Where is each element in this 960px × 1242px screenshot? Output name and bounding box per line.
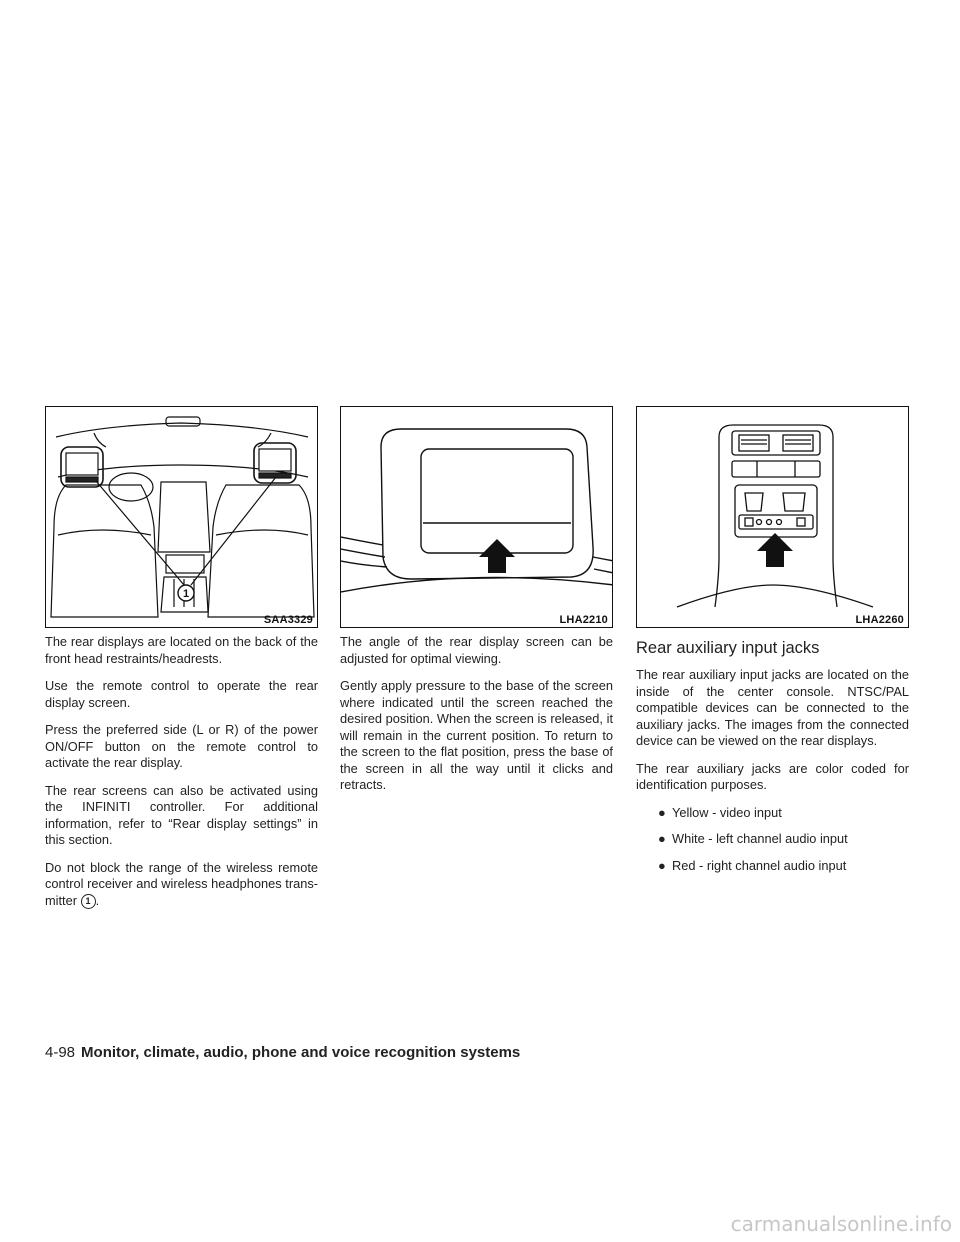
aux-jacks-illustration xyxy=(637,407,909,628)
list-item xyxy=(658,805,909,822)
list-item-label: White - left channel audio input xyxy=(672,831,848,846)
figure-code: LHA2210 xyxy=(559,614,608,626)
column-3-text xyxy=(636,639,909,874)
section-title: Rear auxiliary input jacks xyxy=(636,639,820,657)
callout-1-label xyxy=(46,407,318,628)
column-3 xyxy=(636,406,909,884)
bullet-icon: ● xyxy=(658,804,666,820)
paragraph: The rear auxiliary input jacks are located on the inside of the center console. NTSC/PAL compatible devices can be connected to the auxiliary jacks. The images from the connected device can be viewed on the rear displays. xyxy=(636,667,909,748)
figure-screen-adjust xyxy=(340,406,613,628)
svg-text:1: 1 xyxy=(182,588,190,600)
list-item xyxy=(658,831,909,848)
bullet-icon: ● xyxy=(658,831,666,846)
paragraph-end: . xyxy=(95,892,100,908)
list-item xyxy=(658,858,909,875)
column-1 xyxy=(45,406,318,920)
list-item-label: Yellow - video input xyxy=(672,804,782,820)
chapter-title: Monitor, climate, audio, phone and voice recognition systems xyxy=(81,1044,521,1061)
figure-code: SAA3329 xyxy=(263,614,313,626)
jack-color-list xyxy=(636,805,909,875)
figure-code: LHA2260 xyxy=(855,614,904,626)
page-number: 4-98 xyxy=(45,1044,76,1061)
list-item-label: Red - right channel audio input xyxy=(672,857,847,873)
paragraph xyxy=(45,860,318,910)
callout-1-marker: 1 xyxy=(81,894,96,909)
column-2 xyxy=(340,406,613,805)
bullet-icon: ● xyxy=(658,857,666,873)
figure-aux-jacks xyxy=(636,406,909,628)
figure-rear-displays xyxy=(45,406,318,628)
paragraph: Gently apply pressure to the base of the screen where indicated until the screen reached the desired position. When the screen is released, it will remain in the current position. To return to the screen to the flat position, press the base of the screen in all the way until it clicks and retracts. xyxy=(340,678,613,792)
paragraph: The angle of the rear display screen can be adjusted for optimal viewing. xyxy=(340,634,613,666)
screen-adjust-illustration xyxy=(341,407,613,628)
paragraph: The rear displays are located on the back of the front head restraints/headrests. xyxy=(45,634,318,666)
column-1-text xyxy=(45,634,318,909)
paragraph: Press the preferred side (L or R) of the power ON/OFF button on the remote control to activate the rear display. xyxy=(45,722,318,770)
column-2-text xyxy=(340,634,613,794)
watermark: carmanualsonline.info xyxy=(730,1212,952,1236)
page-footer xyxy=(45,1044,520,1061)
paragraph: The rear auxiliary jacks are color coded for identification purposes. xyxy=(636,760,909,792)
paragraph: The rear screens can also be activated using the INFINITI controller. For additional information, refer to “Rear display settings” in this section. xyxy=(45,782,318,847)
paragraph-text: Do not block the range of the wireless remote control receiver and wireless headphones transmitter xyxy=(45,859,318,908)
paragraph: Use the remote control to operate the rear display screen. xyxy=(45,678,318,710)
